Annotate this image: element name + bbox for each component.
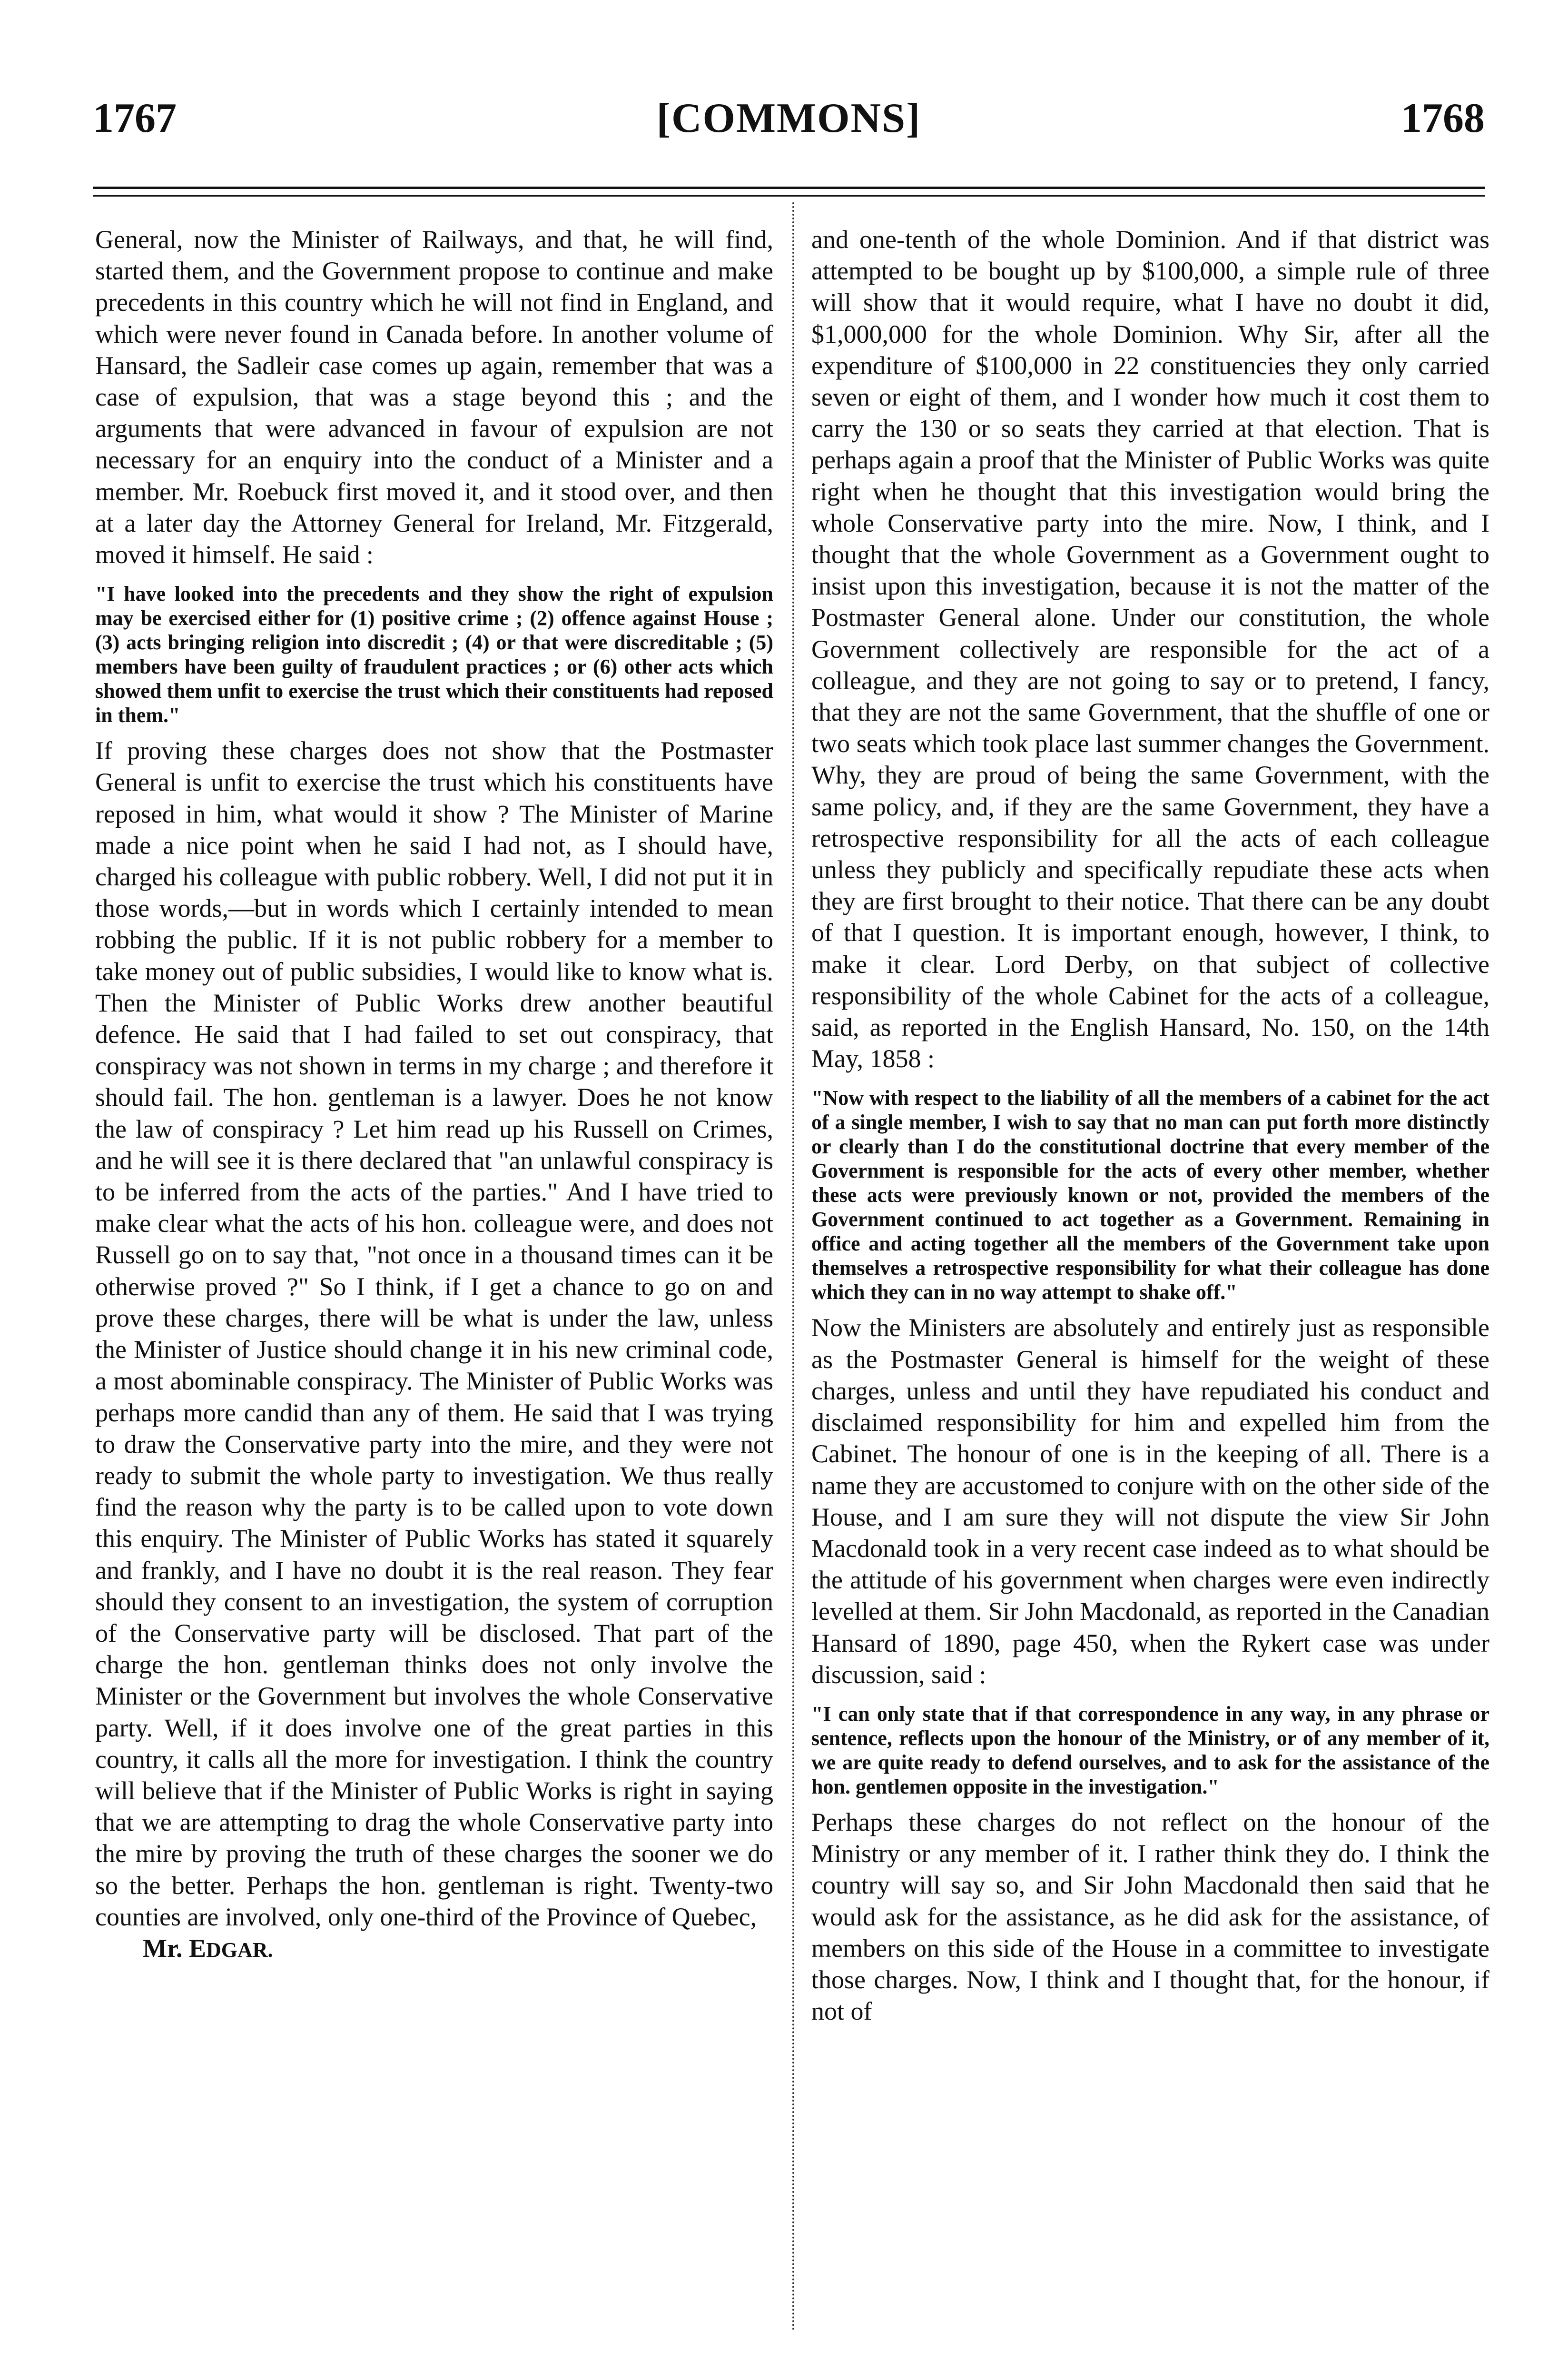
right-column [811,224,1489,2027]
right-paragraph-2: Now the Ministers are absolutely and entirely just as responsible as the Postmaster General is himself for the weight of these charges, unless and until they have repudiated his conduct and disclaimed responsibility for him and expelled him from the Cabinet. The honour of one is in the keeping of all. There is a name they are accustomed to conjure with on the other side of the House, and I am sure they will not dispute the view Sir John Macdonald took in a very recent case indeed as to what should be the attitude of his government when charges were even indirectly levelled at them. Sir John Macdonald, as reported in the Canadian Hansard of 1890, page 450, when the Rykert case was under discussion, said : [811,1313,1489,1689]
page-number-right: 1768 [1401,95,1485,141]
column-divider [792,202,794,2332]
header-rule-thin [93,195,1485,197]
left-paragraph-2: If proving these charges does not show that the Postmaster General is unfit to exercise the trust which his constituents have reposed in him, what would it show ? The Minister of Marine made a nice point when he said I had not, as I should have, charged his colleague with public robbery. Well, I did not put it in those words,—but in words which I certainly intended to mean robbing the public. If it is not public robbery for a member to take money out of public subsidies, I would like to know what is. Then the Minister of Public Works drew another beautiful defence. He said that I had failed to set out conspiracy, that conspiracy was not shown in terms in my charge ; and therefore it should fail. The hon. gentleman is a lawyer. Does he not know the law of conspiracy ? Let him read up his Russell on Crimes, and he will see it is there declared that "an unlawful conspiracy is to be inferred from the acts of the parties." And I have tried to make clear what the acts of his hon. colleague were, and does not Russell go on to say that, "not once in a thousand times can it be otherwise proved ?" So I think, if I get a chance to go on and prove these charges, there will be what is under the law, unless the Minister of Justice should change it in his new criminal code, a most abominable conspiracy. The Minister of Public Works was perhaps more candid than any of them. He said that I was trying to draw the Conservative party into the mire, and they were not ready to submit the whole party to investigation. We thus really find the reason why the party is to be called upon to vote down this enquiry. The Minister of Public Works has stated it squarely and frankly, and I have no doubt it is the real reason. They fear should they consent to an investigation, the system of corruption of the Conservative party will be disclosed. That part of the charge the hon. gentleman thinks does not only involve the Minister or the Government but involves the whole Conservative party. Well, if it does involve one of the great parties in this country, it calls all the more for investigation. I think the country will believe that if the Minister of Public Works is right in saying that we are attempting to drag the whole Conservative party into the mire by proving the truth of these charges the sooner we do so the better. Perhaps the hon. gentleman is right. Twenty-two counties are involved, only one-third of the Province of Quebec, [95,736,773,1931]
left-paragraph-1: General, now the Minister of Railways, and that, he will find, started them, and the Government propose to continue and make precedents in this country which he will not find in England, and which were never found in Canada before. In another volume of Hansard, the Sadleir case comes up again, remember that was a case of expulsion, that was a stage beyond this ; and the arguments that were advanced in favour of expulsion are not necessary for an enquiry into the conduct of a Minister and a member. Mr. Roebuck first moved it, and it stood over, and then at a later day the Attorney General for Ireland, Mr. Fitzgerald, moved it himself. He said : [95,225,773,569]
right-paragraph-3: Perhaps these charges do not reflect on the honour of the Ministry or any member of it. I rather think they do. I think the country will say so, and Sir John Macdonald then said that he would ask for the assistance, as he did ask for the assistance, of members on this side of the House in a committee to investigate those charges. Now, I think and I thought that, for the honour, if not of [811,1807,1489,2026]
page-number-left: 1767 [93,95,177,141]
right-quotation-1: "Now with respect to the liability of all the members of a cabinet for the act of a single member, I wish to say that no man can put forth more distinctly or clearly than I do the constitutional doctrine that every member of the Government is responsible for the acts of every other member, whether these acts were previously known or not, provided the members of the Government continued to act together as a Government. Remaining in office and acting together all the members of the Government take upon themselves a retrospective responsibility for what their colleague has done which they can in no way attempt to shake off." [811,1086,1489,1304]
header-rule-thick [93,187,1485,189]
right-quotation-2: "I can only state that if that correspondence in any way, in any phrase or sentence, reflects upon the honour of the Ministry, or of any member of it, we are quite ready to defend ourselves, and to ask for the assistance of the hon. gentlemen opposite in the investigation." [811,1702,1489,1798]
page-header [93,94,1485,166]
left-quotation-1: "I have looked into the precedents and they show the right of expulsion may be exercised either for (1) positive crime ; (2) offence against House ; (3) acts bringing religion into discredit ; (4) or that were discreditable ; (5) members have been guilty of fraudulent practices ; or (6) other acts which showed them unfit to exercise the trust which their constituents had reposed in them." [95,582,773,727]
signature-prefix: Mr. E [143,1934,206,1963]
signature-small-caps: DGAR. [206,1938,273,1962]
speaker-signature [95,1933,773,1966]
left-column [95,224,773,1966]
right-paragraph-1: and one-tenth of the whole Dominion. And if that district was attempted to be bought up by $100,000, a simple rule of three will show that it would require, what I have no doubt it did, $1,000,000 for the whole Dominion. Why Sir, after all the expenditure of $100,000 in 22 constituencies they only carried seven or eight of them, and I wonder how much it cost them to carry the 130 or so seats they carried at that election. That is perhaps again a proof that the Minister of Public Works was quite right when he thought that this investigation would bring the whole Conservative party into the mire. Now, I think, and I thought that the whole Government as a Government ought to insist upon this investigation, because it is not the matter of the Postmaster General alone. Under our constitution, the whole Government collectively are responsible for the act of a colleague, and they are not going to say or to pretend, I fancy, that they are not the same Government, that the shuffle of one or two seats which took place last summer changes the Government. Why, they are proud of being the same Government, with the same policy, and, if they are the same Government, they have a retrospective responsibility for all the acts of each colleague unless they publicly and specifically repudiate these acts when they are first brought to their notice. That there can be any doubt of that I question. It is important enough, however, I think, to make it clear. Lord Derby, on that subject of collective responsibility of the whole Cabinet for the acts of a colleague, said, as reported in the English Hansard, No. 150, on the 14th May, 1858 : [811,225,1489,1073]
running-head: [COMMONS] [656,95,921,141]
